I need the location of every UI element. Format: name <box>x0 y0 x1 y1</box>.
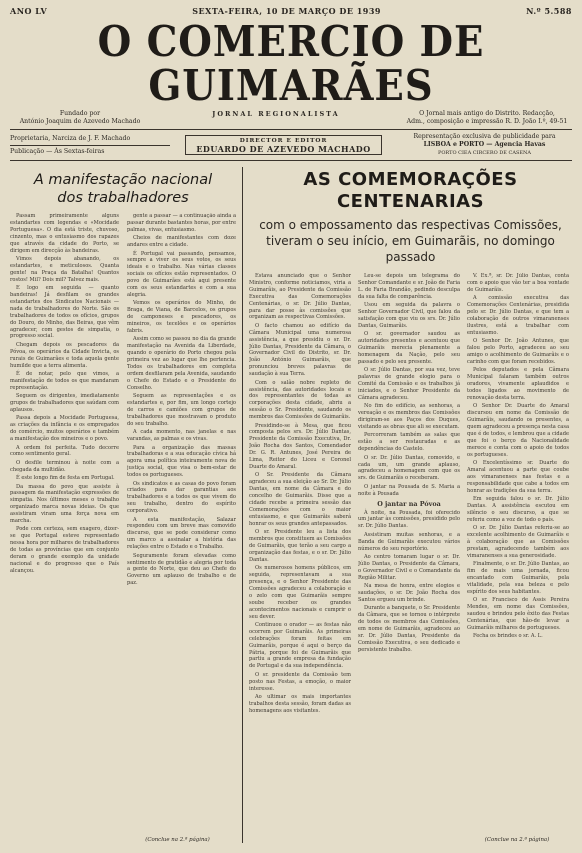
left-title-line-2: dos trabalhadores <box>57 190 189 206</box>
paragraph: É este longo fim de festa em Portugal. <box>16 475 115 482</box>
paragraph: A cada momento, nas janelas e nas varandas, as palmas e os vivas. <box>127 429 236 443</box>
main-article <box>249 167 572 843</box>
paragraph: Na mesa de honra, entre elogios e saudações, o sr. Dr. João Rocha dos Santos ergueu um brinde. <box>358 583 460 603</box>
paragraph: Continuou o orador — as festas não ocorrem por Guimarãis. As primeiras celebrações foram feitas em Guimarãis, porque é aqui o berço da Pátria, porque foi de Guimarãis que partiu a grande empresa da fundação de Portugal e da sua independência. <box>249 621 351 670</box>
paragraph: O sr. Presidente leu a lista dos membros que constituem as Comissões de Guimarãis, que terão a seu cargo a organização das festas, e o sr. Dr. Júlio Dantas. <box>249 529 351 563</box>
paragraph: Com o salão nobre repleto de assistência, das autoridades locais e dos representantes de todas as corporações desta cidade, abriu a sessão o Sr. Presidente, saudando os membros das Comissões de Guimarãis. <box>249 379 351 421</box>
paragraph: À noite, na Pousada, foi oferecido um jantar às comissões, presidido pelo sr. Dr. Júlio Dantas. <box>358 509 460 530</box>
left-article-title <box>10 171 236 207</box>
left-article-continued: (Conclue na 2.ª página) <box>145 837 210 843</box>
paragraph: O desfile terminou à noite com a chegada da multidão. <box>10 459 119 473</box>
paragraph: gente a passar — a continuação ainda a passar durante bastantes horas, por entre palmas, vivas, entusiasmo. <box>127 213 236 233</box>
director-label: DIRECTOR E EDITOR <box>239 138 328 144</box>
paragraph: E logo em seguida — quanto bandeiras! Já desfilam os grandes estandartes dos Sindicatos Nacionais — nada de trabalhadores do Norte. São os trabalhadores de todos os ofícios, grupos do Douro, do Minho, das Beiras, que vêm agradecer, com gestos de simpatia, o progresso social. <box>10 285 119 340</box>
paragraph: Passa depois a Mocidade Portuguesa, as criações da infância e os empregados do comércio, muitos operários e também a manifestação dos mineiros e o povo. <box>10 415 119 443</box>
representation-block <box>397 133 572 157</box>
oldest-line-1: O Jornal mais antigo do Distrito. Redacção, <box>419 110 555 117</box>
paragraph: A comissão executiva das Comemorações Centenárias, presidida pelo sr. Dr. Júlio Dantas, e que tem a colaboração de outros vimaranenses ilustres, está a trabalhar com entusiasmo. <box>467 295 569 336</box>
masthead-title: O COMERCIO DE GUIMARÃES <box>97 17 485 110</box>
main-article-column-3 <box>467 273 569 853</box>
issue-number: N.º 5.588 <box>526 6 572 16</box>
owner-rule <box>10 145 170 146</box>
paragraph: Assistiram muitas senhoras, e a Banda de Guimarãis executou vários números do seu reportório. <box>358 531 460 552</box>
owner-block <box>10 135 170 156</box>
main-article-column-2 <box>358 273 460 853</box>
main-article-continued: (Conclue na 2.ª página) <box>484 837 550 843</box>
director-box <box>185 135 381 155</box>
paragraph: Seguramente foram elevadas como sentimento de gratidão e alegria por toda a gente do Norte, que deu ao Chefe do Governo um aplauso de trabalho e de paz. <box>127 552 236 587</box>
main-article-columns <box>249 273 572 853</box>
top-info-line <box>10 6 572 16</box>
left-article-columns <box>10 213 236 828</box>
founder-block <box>10 110 150 126</box>
paragraph: Fecha os brindes o sr. A. L. <box>473 633 543 640</box>
paragraph: O sr. governador saudou as autoridades presentes e acentuou que Guimarãis merecia plenamente a homenagem da Nação, pelo seu passado e pelo seu presente. <box>358 331 460 365</box>
paragraph: Cheios de manifestantes com doze andares entre a cidade. <box>127 235 236 249</box>
paragraph: O Senhor Dr. João Antunes, que falou pelo Porto, agradeceu ao seu amigo o acolhimento de Guimarãis e o carinho com que foram recebidos. <box>467 338 569 365</box>
paragraph: Passam primeiramente alguns estandartes com legendas e «Mocidade Portuguesa». O dia está triste, chuvoso, cinzento, mas o entusiasmo dos rapazes que através da cidade do Porto, se dirigem em direcção às bandeiras. <box>10 213 119 254</box>
paragraph: Vimos depois abanando, os estandartes, e meticulosos. Quanta gente! na Praça da Batalha! Quantos rostos! Mil? Dois mil? Talvez mais. <box>10 255 119 283</box>
page-content <box>10 167 572 843</box>
paragraph: Ao ultimar os mais importantes trabalhos desta sessão, foram dadas as homenagens aos visitantes. <box>249 693 351 714</box>
paragraph: Ao centro tomaram lugar o sr. Dr. Júlio Dantas, o Presidente da Câmara, o Governador Civil e o Comandante da Região Militar. <box>358 553 460 581</box>
paragraph: Chegam depois os pescadores da Póvoa, os operários da Cidade Invicta, os rurais de Guimarães e toda aquela gente humilde que a terra alimenta. <box>10 341 119 369</box>
main-headline: AS COMEMORAÇÕES CENTENARIAS <box>303 169 518 212</box>
director-name: EDUARDO DE AZEVEDO MACHADO <box>196 144 371 154</box>
paragraph: Presidindo-se à Mesa, que ficou composta pelos srs. Dr. Júlio Dantas, Presidente da Comissão Executiva, Dr. João Rocha dos Santos, Comendador Dr. G. R. Antunes, José Pereira de Lima, Reitor do Liceu e Coronel Duarte do Amaral. <box>249 422 351 470</box>
paragraph: Os sindicatos e as casas do povo foram criados para dar garantias aos trabalhadores e a todos os que vivem do seu trabalho, dentro do espírito corporativo. <box>127 480 236 515</box>
paragraph: Os numerosos homens públicos, em seguida, representavam a sua presença, e o Senhor Presidente das Comissões agradeceu a colaboração e o zelo com que Guimarãis sempre soube receber os grandes acontecimentos nacionais e cumprir o seu dever. <box>249 565 351 620</box>
paragraph: Percorreram também as salas que estão a ser restauradas e as dependências do Castelo. <box>358 432 460 453</box>
paragraph: Durante a banquete, o Sr. Presidente da Câmara, que se tornou o intérprete de todos os membros das Comissões, em nome de Guimarãis, agradeceu ao sr. Dr. Júlio Dantas, Presidente da Comissão Executiva, o seu dedicado e persistente trabalho. <box>358 605 460 653</box>
year-label: ANO LV <box>10 6 48 16</box>
paragraph: Leu-se depois um telegrama do Senhor Comandante e sr. João de Faria L. de Faria Brandão, pedindo desculpa da sua falta de comparência. <box>358 273 460 300</box>
journal-type: JORNAL REGIONALISTA <box>212 110 340 118</box>
paragraph: V. Ex.ª, sr. Dr. Júlio Dantas, conta com o apoio que vão ter a boa vontade de Guimarãis. <box>467 273 569 293</box>
founded-by: Fundado por <box>59 110 101 117</box>
left-article-column-1 <box>10 213 119 828</box>
masthead-subline <box>10 110 572 126</box>
main-subheadline: com o empossamento das respectivas Comissões, tiveram o seu início, em Guimarãis, no domingo passado <box>259 218 562 264</box>
paragraph: É de notar, pelo que vimos, a manifestação de todos os que mandaram representação. <box>10 370 119 391</box>
paragraph: O sr. presidente da Comissão tem posto nas Festas, a emoção, o maior interesse. <box>249 671 351 692</box>
paragraph: Pode com certeza, sem exagero, dizer-se que Portugal esteve representado nessa hora por milhares de trabalhadores de todas as províncias que em conjunto deram o grande exemplo da unidade nacional e do progresso que o País alcançou. <box>10 526 119 574</box>
paragraph: No fim do edifício, as senhoras, a vereação e os membros das Comissões dirigiram-se aos Paços dos Duques, visitando as obras que ali se executam. <box>358 403 460 431</box>
paragraph: A ordem foi perfeita. Tudo decorre como sentimento geral. <box>10 444 119 458</box>
paragraph: O sr. Dr. Júlio Dantas, comovido, e cada um, um grande aplauso, agradeceu a homenagem com que os srs. de Guimarãis o receberam. <box>358 454 460 482</box>
header-rule <box>10 129 572 130</box>
issue-date: SEXTA-FEIRA, 10 DE MARÇO DE 1939 <box>192 6 381 16</box>
paragraph: O jantar na Pousada de S. Maria a noite à Pousada <box>358 483 460 497</box>
info-bar <box>10 133 572 157</box>
paragraph: Assim como se passou no dia da grande manifestação na Avenida da Liberdade, quando o operário do Porto chegou pela primeira vez ao lugar que lhe pertencia. Todos os trabalhadores em completa ordem desfilaram pela Avenida, saudando o Chefe do Estado e o Presidente do Conselho. <box>127 336 236 391</box>
main-article-column-1 <box>249 273 351 853</box>
left-title-line-1: A manifestação nacional <box>33 172 213 188</box>
paragraph: O Excelentíssimo sr. Duarte do Amaral acentuou a parte que coube aos vimaranenses nas festas e a responsabilidade que cabe a todos em honrar as tradições da sua terra. <box>467 460 569 494</box>
paragraph: É Portugal vai passando, pensamos, sempre a viver os seus votos, os seus ideais e o trabalho. Nas várias classes sociais os ofícios estão representados. O povo de Guimarães está aqui presente com os seus estandartes e com a sua alegria. <box>127 250 236 298</box>
paragraph: O facto chamou ao edifício da Câmara Municipal uma numerosa assistência, a que presidiu o sr. Dr. Júlio Dantas, Presidente da Câmara, o Governador Civil do Distrito, sr. Dr. João António Guimarãis, que pronunciou breves palavras de saudação à sua Terra. <box>249 322 351 378</box>
left-article <box>10 167 236 843</box>
paragraph: Pelos deputados e pela Câmara Municipal falaram também outros oradores, vivamente aplaudidos e todos ligados ao movimento de renovação desta terra. <box>467 367 569 401</box>
paragraph: Da massa do povo que assiste à passagem da manifestação expressões de simpatia. Nos últimos meses o trabalho organizado marca novas ideias. Os que assistiram viram uma força nova em marcha. <box>10 483 119 525</box>
founder-name: António Joaquim de Azevedo Machado <box>19 118 141 125</box>
paragraph: Usou em seguida da palavra o Senhor Governador Civil, que falou da satisfação com que viu os srs. Dr. Júlio Dantas, Guimarãis. <box>358 302 460 329</box>
owner-line: Proprietaria, Narciza de J. F. Machado <box>10 134 131 142</box>
paragraph: Seguem os dirigentes, imediatamente grupos de trabalhadores que saúdam com aplausos. <box>10 393 119 413</box>
column-separator <box>242 167 243 843</box>
paragraph: O Senhor Dr. Duarte do Amaral discursou em nome da Comissão de Guimarãis, saudando os presentes, a quem agradeceu a presença nesta casa que é de todos, e lembrou que a cidade que foi o berço da Nacionalidade merece e conta com o apoio de todos os portugueses. <box>467 403 569 458</box>
paragraph: Para a organização das massas trabalhadoras e a sua educação cívica há agora uma política inteiramente nova de justiça social, que visa o bem-estar de todos os portugueses. <box>127 444 236 479</box>
info-rule <box>10 160 572 161</box>
paragraph: A esta manifestação, Salazar respondeu com um breve mas comovido discurso, que se pode considerar como um marco a assinalar a história das relações entre o Estado e o Trabalho. <box>127 516 236 551</box>
paragraph: O Sr. Presidente da Câmara agradeceu a sua eleição ao Sr. Dr. Júlio Dantas, em nome da Câmara e do concelho de Guimarãis. Disse que a cidade recebe a primeira sessão das Comemorações com o maior entusiasmo, e que Guimarãis saberá honrar os seus grandes antepassados. <box>249 472 351 527</box>
paragraph: O sr. Francisco de Assis Pereira Mendes, em nome das Comissões, saudou e brindou pelo êxito das Festas Centenárias, que hão-de levar a Guimarãis milhares de portugueses. <box>467 597 569 631</box>
paragraph: Finalmente, o sr. Dr. Júlio Dantas, ao fim de mais uma jornada, ficou encantado com Guimarãis, pela vitalidade, pela sua beleza e pelo espírito dos seus habitantes. <box>467 561 569 595</box>
rep-line-2: LISBOA e PORTO — Agencia Havas <box>423 141 546 148</box>
left-article-column-2 <box>127 213 236 828</box>
paragraph: Seguem as representações e os estandartes e, por fim, um longo cortejo de carros e camiões com grupos de trabalhadores que mostravam o produto do seu trabalho. <box>127 393 236 427</box>
publication-line: Publicação — Às Sextas-feiras <box>10 147 105 155</box>
paragraph: O sr. Júlio Dantas, por sua vez, teve palavras de grande elogio para o Comité da Comissão e os trabalhos já iniciados, e o Senhor Presidente da Câmara agradeceu. <box>358 367 460 401</box>
paragraph: Em seguida falou o sr. Dr. Júlio Dantas. A assistência escutou em silêncio o seu discurso, a que se referiu como a voz de todo o país. <box>467 496 569 523</box>
oldest-block <box>402 110 572 126</box>
rep-line-1: Representação exclusiva de publicidade para <box>413 133 556 140</box>
section-subtitle: O jantar na Póvoa <box>377 499 441 508</box>
oldest-line-2: Adm., composição e impressão R. D. João I.º, 49-51 <box>406 118 568 125</box>
paragraph: Vemos os operários do Minho, de Braga, de Viana, de Barcelos, os grupos de camponeses e pescadores, os mineiros, os tecelões e os operários fabris. <box>127 300 236 334</box>
paragraph: Estava anunciado que o Senhor Ministro, conforme noticiamos, viria a Guimarãis, ao Presidente da Comissão Executiva das Comemorações Centenárias, o sr. Dr. Júlio Dantas, para dar posse às comissões que organizam as respectivas Comissões. <box>249 273 351 321</box>
paragraph: O sr. Dr. Júlio Dantas referiu-se ao excelente acolhimento de Guimarãis e à colaboração que as Comissões prestam, agradecendo também aos vimaranenses a sua generosidade. <box>467 525 569 559</box>
rep-line-3: PORTO CIEA CIRCERO DE CASENA <box>437 150 532 156</box>
